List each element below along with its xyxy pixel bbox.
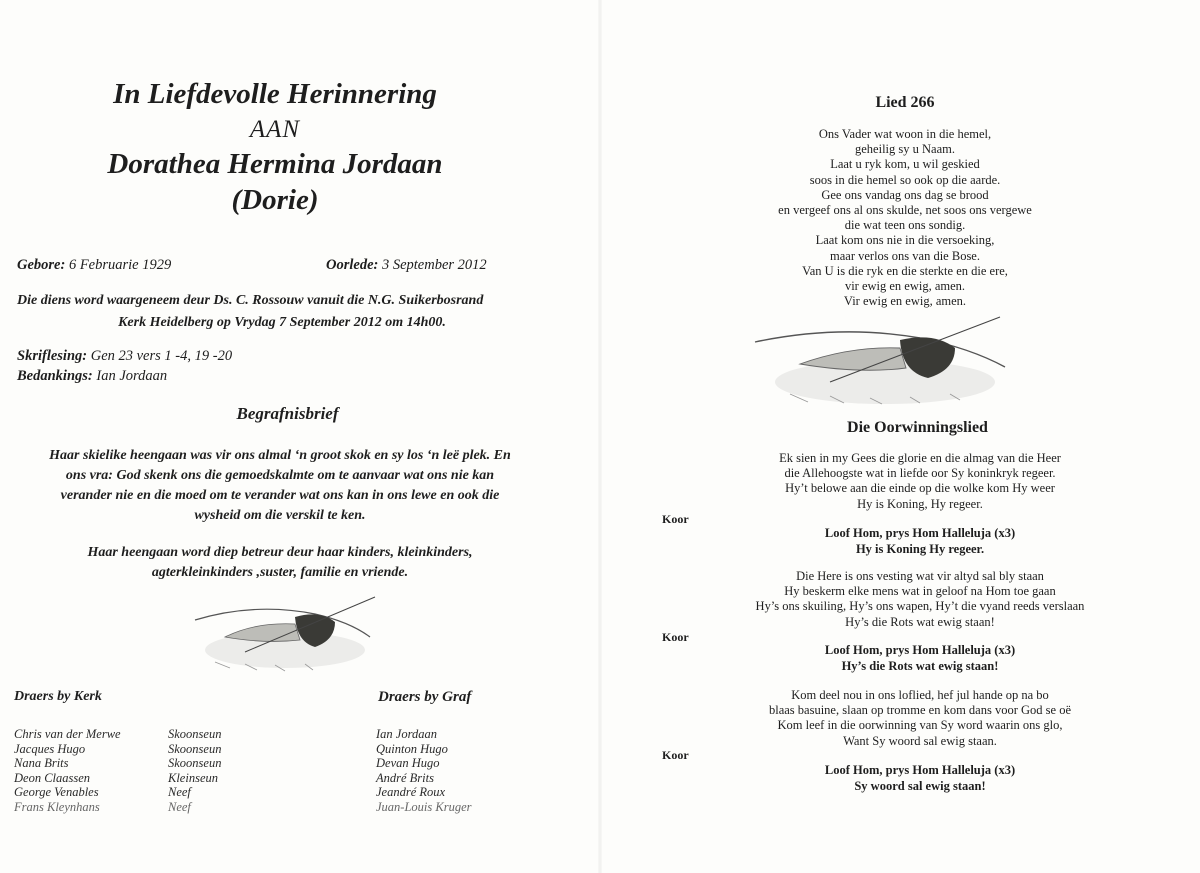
lyric-line: Laat u ryk kom, u wil geskied: [830, 157, 980, 172]
grave-bearer-name: Devan Hugo: [376, 756, 440, 770]
born-date: 6 Februarie 1929: [68, 257, 172, 273]
verse-line: Kom leef in die oorwinning van Sy word waarin ons glo,: [777, 718, 1063, 733]
lyric-line: maar verlos ons van die Bose.: [830, 248, 980, 263]
lyric-line: en vergeef ons al ons skulde, net soos ons vergewe: [778, 203, 1032, 218]
song-chorus-1: [710, 526, 1130, 557]
grave-bearers-list: [376, 727, 472, 814]
koor-label-2: Koor: [662, 630, 689, 644]
letter-line: verander nie en die moed om te verander wat ons kan in ons lewe en ook die: [60, 488, 500, 503]
song-chorus-2: [710, 643, 1130, 674]
song-title: Die Oorwinningslied: [847, 419, 988, 436]
verse-line: Hy’s die Rots wat ewig staan!: [845, 614, 995, 629]
lyric-line: geheilig sy u Naam.: [855, 142, 955, 157]
lyric-line: Gee ons vandag ons dag se brood: [821, 187, 989, 202]
chorus-line: Hy is Koning Hy regeer.: [855, 541, 985, 556]
chorus-line: Loof Hom, prys Hom Halleluja (x3): [824, 643, 1016, 657]
reading-label: Skriflesing:: [17, 348, 88, 364]
heading-in-memory: In Liefdevolle Herinnering: [113, 78, 437, 110]
died-label: Oorlede:: [326, 257, 379, 273]
letter-line: ons vra: God skenk ons die gemoedskalmte om te aanvaar wat ons nie kan: [65, 468, 495, 483]
service-info: [17, 290, 587, 334]
verse-line: Ek sien in my Gees die glorie en die almag van die Heer: [779, 451, 1061, 465]
born-label: Gebore:: [17, 257, 66, 273]
bearer-name: Jacques Hugo: [14, 741, 86, 756]
thanks-row: [17, 368, 167, 385]
chorus-line: Loof Hom, prys Hom Halleluja (x3): [824, 526, 1016, 540]
chorus-line: Hy’s die Rots wat ewig staan!: [841, 658, 999, 673]
bearer-relation: Skoonseun: [168, 756, 222, 770]
letter-title: Begrafnisbrief: [236, 404, 339, 423]
thanks-label: Bedankings:: [17, 368, 93, 384]
lyric-line: Vir ewig en ewig, amen.: [843, 294, 967, 309]
verse-line: Want Sy woord sal ewig staan.: [843, 733, 997, 748]
song-chorus-3: [710, 763, 1130, 794]
verse-line: Hy’t belowe aan die einde op die wolke kom Hy weer: [785, 481, 1055, 496]
right-page: [600, 0, 1200, 873]
lyric-line: Ons Vader wat woon in die hemel,: [818, 127, 992, 141]
church-bearers-relations: [168, 727, 221, 814]
heading-aan: AAN: [249, 116, 301, 143]
mourning-line: Haar heengaan word diep betreur deur haar kinders, kleinkinders,: [87, 545, 473, 560]
bearer-name: Chris van der Merwe: [14, 727, 121, 741]
bearer-name: Frans Kleynhans: [14, 799, 100, 814]
died-row: [326, 257, 487, 274]
verse-line: Hy beskerm elke mens wat in geloof na Hom toe gaan: [784, 584, 1056, 599]
letter-line: wysheid om die verskil te ken.: [194, 508, 366, 523]
letter-body: [0, 446, 560, 526]
illustration-leaf: [225, 624, 300, 642]
feather-illustration: [185, 592, 385, 672]
verse-line: die Allehoogste wat in liefde oor Sy koninkryk regeer.: [784, 466, 1056, 481]
chorus-line: Loof Hom, prys Hom Halleluja (x3): [824, 763, 1016, 777]
song-verse-2: [710, 569, 1130, 630]
feather-illustration-large: [750, 312, 1010, 407]
church-bearers-title: Draers by Kerk: [14, 689, 102, 704]
letter-line: Haar skielike heengaan was vir ons almal ‘n groot skok en sy los ‘n leë plek. En: [49, 448, 511, 463]
verse-line: Hy is Koning, Hy regeer.: [857, 496, 983, 511]
service-line-2: Kerk Heidelberg op Vrydag 7 September 2012 om 14h00.: [118, 315, 446, 330]
hymn-title: Lied 266: [875, 94, 935, 111]
church-bearers-names: [14, 727, 121, 814]
died-date: 3 September 2012: [381, 257, 487, 273]
thanks-value: Ian Jordaan: [96, 368, 168, 384]
grave-bearer-name: Quinton Hugo: [376, 741, 448, 756]
mourning-text: [0, 543, 560, 583]
lyric-line: Laat kom ons nie in die versoeking,: [815, 233, 995, 248]
lyric-line: Van U is die ryk en die sterkte en die ere,: [802, 263, 1008, 278]
hymn-lyrics: [710, 127, 1100, 309]
mourning-line: agterkleinkinders ,suster, familie en vriende.: [151, 565, 409, 580]
born-row: [17, 257, 171, 274]
lyric-line: soos in die hemel so ook op die aarde.: [809, 172, 1001, 187]
grave-bearer-name: Jeandré Roux: [376, 785, 446, 799]
bearer-name: Deon Claassen: [14, 770, 91, 785]
deceased-nickname: (Dorie): [231, 184, 319, 216]
service-line-1: Die diens word waargeneem deur Ds. C. Rossouw vanuit die N.G. Suikerbosrand: [17, 293, 484, 308]
bearer-name: George Venables: [14, 785, 99, 799]
reading-value: Gen 23 vers 1 -4, 19 -20: [90, 348, 233, 364]
verse-line: blaas basuine, slaan op tromme en kom dans voor God se oë: [768, 703, 1071, 718]
grave-bearer-name: Juan-Louis Kruger: [376, 799, 472, 814]
bearer-relation: Skoonseun: [168, 727, 222, 741]
chorus-line: Sy woord sal ewig staan!: [854, 778, 986, 793]
grave-bearer-name: Ian Jordaan: [376, 727, 437, 741]
lyric-line: die wat teen ons sondig.: [844, 218, 966, 233]
deceased-name: Dorathea Hermina Jordaan: [107, 148, 443, 180]
bearer-relation: Neef: [168, 785, 191, 799]
grave-bearers-title: Draers by Graf: [378, 689, 472, 705]
verse-line: Hy’s ons skuiling, Hy’s ons wapen, Hy’t die vyand reeds verslaan: [755, 599, 1085, 614]
verse-line: Kom deel nou in ons loflied, hef jul hande op na bo: [791, 688, 1049, 702]
bearer-relation: Neef: [168, 799, 191, 814]
verse-line: Die Here is ons vesting wat vir altyd sal bly staan: [796, 569, 1044, 583]
lyric-line: vir ewig en ewig, amen.: [844, 279, 966, 294]
koor-label-1: Koor: [662, 512, 689, 526]
bearer-name: Nana Brits: [14, 756, 69, 770]
song-verse-1: [710, 451, 1130, 512]
bearer-relation: Skoonseun: [168, 741, 222, 756]
grave-bearer-name: André Brits: [376, 770, 434, 785]
song-verse-3: [710, 688, 1130, 749]
koor-label-3: Koor: [662, 748, 689, 762]
reading-row: [17, 348, 232, 365]
bearer-relation: Kleinseun: [168, 770, 218, 785]
